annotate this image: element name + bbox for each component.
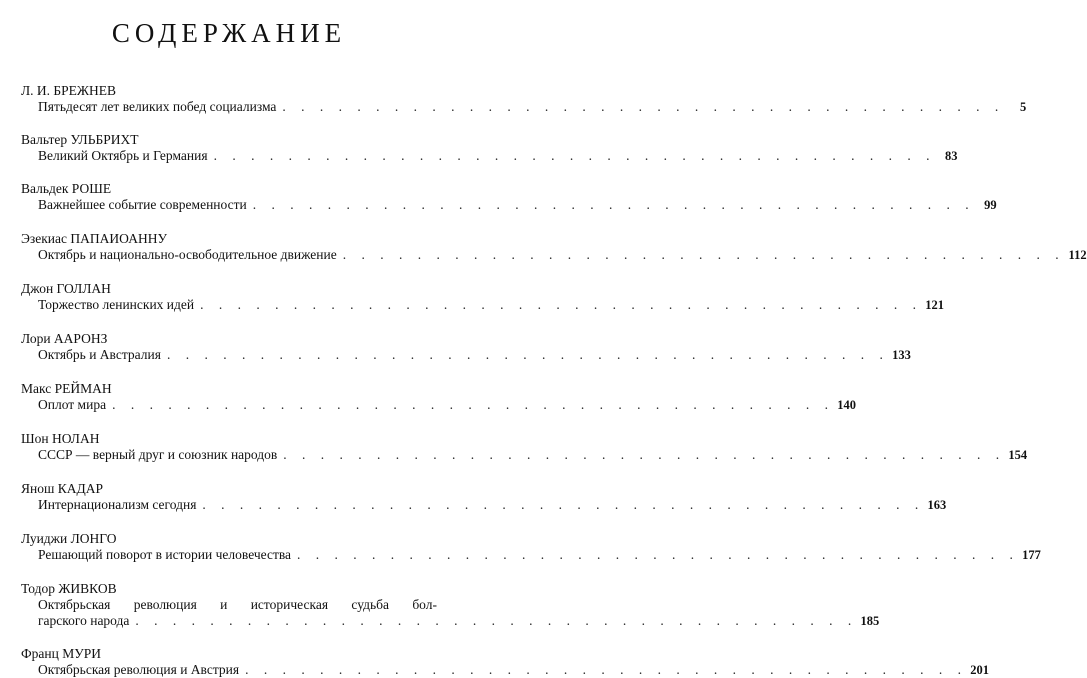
page-number: 83: [944, 149, 958, 163]
toc-entry: [21, 132, 958, 164]
dot-leader: . . . . . . . . . . . . . . . . . . . . . . . . . . . . . . . . . . . . . . .: [297, 547, 1019, 562]
toc-title-line: [21, 247, 1087, 263]
toc-entry: [21, 431, 1028, 463]
toc-title: Октябрь и национально-освободительное движение: [38, 247, 337, 262]
page-number: 177: [1022, 548, 1041, 562]
toc-author: Шон НОЛАН: [21, 431, 100, 446]
toc-entry: [21, 331, 911, 363]
toc-title-continuation-line: [21, 613, 880, 629]
toc-author: Эзекиас ПАПАИОАННУ: [21, 231, 168, 246]
toc-title-line: [21, 662, 989, 678]
contents-list: [21, 83, 1087, 678]
toc-title: Интернационализм сегодня: [38, 497, 197, 512]
dot-leader: . . . . . . . . . . . . . . . . . . . . . . . . . . . . . . . . . . . . . . .: [282, 99, 1005, 114]
page-number: 5: [1020, 100, 1027, 114]
page-number: 201: [970, 663, 989, 677]
toc-title-line: [21, 547, 1041, 563]
toc-title: Октябрьская революция и историческая судьба бол-: [38, 597, 437, 612]
page-number: 185: [860, 614, 880, 628]
dot-leader: . . . . . . . . . . . . . . . . . . . . . . . . . . . . . . . . . . . . . . .: [135, 613, 858, 628]
page-number: 163: [927, 498, 947, 512]
toc-title-line: [21, 347, 911, 363]
toc-entry: [21, 581, 880, 629]
toc-entry: [21, 381, 856, 413]
toc-entry: [21, 83, 1027, 115]
toc-title-line: [21, 297, 944, 313]
toc-title-line: [21, 497, 947, 513]
toc-entry: [21, 181, 997, 213]
toc-title-line: [21, 397, 856, 413]
toc-title-line: [21, 447, 1028, 463]
toc-author: Макс РЕЙМАН: [21, 381, 112, 396]
toc-title: Октябрь и Австралия: [38, 347, 161, 362]
toc-title: Важнейшее событие современности: [38, 197, 247, 212]
toc-author: Л. И. БРЕЖНЕВ: [21, 83, 117, 98]
toc-author: Лори ААРОНЗ: [21, 331, 108, 346]
toc-author: Вальдек РОШЕ: [21, 181, 112, 196]
dot-leader: . . . . . . . . . . . . . . . . . . . . . . . . . . . . . . . . . . . . . . .: [245, 662, 967, 677]
page-number: 121: [925, 298, 944, 312]
toc-author: Вальтер УЛЬБРИХТ: [21, 132, 139, 147]
toc-entry: [21, 646, 989, 678]
toc-title: Торжество ленинских идей: [38, 297, 195, 312]
dot-leader: . . . . . . . . . . . . . . . . . . . . . . . . . . . . . . . . . . . . . . .: [166, 347, 889, 362]
toc-title: Решающий поворот в истории человечества: [38, 547, 292, 562]
page-number: 140: [837, 398, 856, 412]
toc-title-line: [21, 99, 1027, 115]
dot-leader: . . . . . . . . . . . . . . . . . . . . . . . . . . . . . . . . . . . . . . .: [283, 447, 1006, 462]
toc-entry: [21, 281, 944, 313]
dot-leader: . . . . . . . . . . . . . . . . . . . . . . . . . . . . . . . . . . . . . . .: [252, 197, 975, 212]
toc-title-line: [21, 197, 997, 213]
dot-leader: . . . . . . . . . . . . . . . . . . . . . . . . . . . . . . . . . . . . . . .: [202, 497, 925, 512]
toc-entry: [21, 531, 1041, 563]
page-number: 99: [984, 198, 997, 212]
toc-title: Великий Октябрь и Германия: [38, 148, 208, 163]
toc-author: Франц МУРИ: [21, 646, 102, 661]
toc-author: Луиджи ЛОНГО: [21, 531, 117, 546]
dot-leader: . . . . . . . . . . . . . . . . . . . . . . . . . . . . . . . . . . . . . . .: [112, 397, 834, 412]
toc-author: Тодор ЖИВКОВ: [21, 581, 117, 596]
toc-entry: [21, 231, 1087, 263]
page-title: СОДЕРЖАНИЕ: [111, 18, 347, 48]
toc-title-line: [21, 597, 437, 613]
page-number: 112: [1068, 248, 1087, 262]
dot-leader: . . . . . . . . . . . . . . . . . . . . . . . . . . . . . . . . . . . . . . .: [213, 148, 936, 163]
page-number: 154: [1008, 448, 1028, 462]
dot-leader: . . . . . . . . . . . . . . . . . . . . . . . . . . . . . . . . . . . . . . .: [342, 247, 1065, 262]
dot-leader: . . . . . . . . . . . . . . . . . . . . . . . . . . . . . . . . . . . . . . .: [200, 297, 922, 312]
toc-title-line: [21, 148, 958, 164]
toc-entry: [21, 481, 947, 513]
page-number: 133: [892, 348, 911, 362]
toc-title: Октябрьская революция и Австрия: [38, 662, 240, 677]
toc-author: Янош КАДАР: [21, 481, 103, 496]
toc-author: Джон ГОЛЛАН: [21, 281, 111, 296]
toc-title-continuation: гарского народа: [38, 613, 130, 628]
toc-title: Оплот мира: [38, 397, 107, 412]
toc-title: СССР — верный друг и союзник народов: [38, 447, 278, 462]
toc-title: Пятьдесят лет великих побед социализма: [38, 99, 277, 114]
